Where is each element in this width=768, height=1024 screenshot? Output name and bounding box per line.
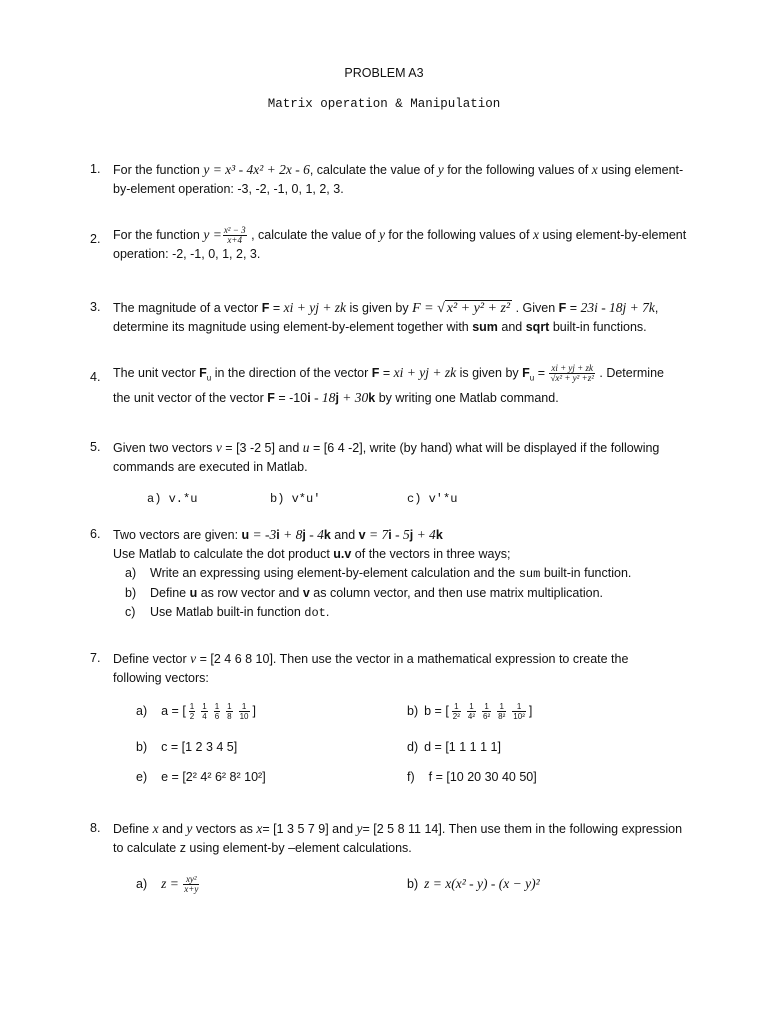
problem-7: [90, 649, 710, 790]
text: determine its magnitude using element-by-element together with: [113, 320, 473, 334]
problem-number: 2.: [90, 232, 101, 246]
text: to calculate z using element-by –element calculations.: [113, 841, 412, 855]
text: is given by: [456, 366, 523, 380]
text: in the direction of the vector: [211, 366, 372, 380]
unit-k: k: [368, 390, 376, 405]
fraction-numerator: 1: [497, 702, 506, 712]
vector-symbol: F: [371, 366, 380, 380]
equation: y = x³ - 4x² + 2x - 6: [203, 162, 310, 177]
fraction-numerator: x² − 3: [223, 225, 246, 236]
problem-2: [90, 225, 710, 264]
option-a: a) v.*u: [147, 492, 198, 506]
problem-1: [90, 160, 710, 199]
variable: v: [190, 651, 197, 666]
sub-label: d): [407, 740, 419, 754]
text: and: [497, 320, 526, 334]
variable: y: [186, 821, 193, 836]
text: , calculate the value of: [247, 228, 379, 242]
fraction-numerator: 1: [239, 702, 250, 712]
sub-label: f): [407, 770, 415, 784]
unit-i: i: [307, 390, 311, 405]
fraction: [239, 702, 250, 721]
expression: z = x(x² - y) - (x − y)²: [424, 876, 540, 891]
problem-number: 3.: [90, 300, 101, 314]
text: operation: -2, -1, 0, 1, 2, 3.: [113, 247, 261, 262]
subscript: u: [206, 373, 212, 383]
text: = -3: [249, 527, 277, 542]
text: Use Matlab to calculate the dot product: [113, 547, 334, 561]
item-c: [136, 738, 237, 757]
item-b: [407, 702, 532, 721]
unit-j: j: [302, 528, 306, 542]
vector-definition: e = [2² 4² 6² 8² 10²]: [161, 770, 266, 784]
expression-b: [407, 874, 540, 894]
variable: x: [532, 227, 539, 242]
sub-label: b): [407, 877, 419, 891]
text: Use Matlab built-in function: [150, 605, 305, 619]
problem-4: [90, 363, 710, 408]
unit-j: j: [409, 528, 414, 542]
vector-definition: c = [1 2 3 4 5]: [161, 740, 238, 754]
fraction: [226, 702, 232, 721]
fraction-denominator: 4²: [467, 712, 476, 722]
fraction-numerator: 1: [452, 702, 461, 712]
text: = 7: [365, 527, 389, 542]
variable: x: [256, 821, 263, 836]
unit-k: k: [323, 528, 331, 542]
expression-row: [90, 874, 710, 904]
text: as row vector and: [197, 586, 303, 600]
variable: y: [378, 227, 385, 242]
item-e: [136, 768, 266, 787]
fraction-denominator: x+y: [184, 884, 199, 895]
text: built-in functions.: [549, 320, 647, 334]
vector-symbol: F: [522, 366, 530, 380]
sub-label: a): [136, 704, 148, 718]
fraction-denominator: 2²: [452, 712, 460, 722]
sub-item-a: [125, 564, 710, 584]
variable: u: [302, 440, 310, 455]
text: , calculate the value of: [309, 163, 438, 177]
fraction-numerator: 1: [189, 702, 195, 712]
text: = [2 5 8 11 14]. Then use them in the following expression: [362, 822, 683, 836]
variable: y: [437, 162, 444, 177]
text: for the following values of: [384, 228, 533, 242]
problem-number: 4.: [90, 370, 101, 384]
sub-item-b: [125, 584, 710, 603]
fraction-denominator: 4: [202, 712, 207, 722]
text: + 4: [413, 527, 436, 542]
problem-number: 1.: [90, 162, 101, 176]
fraction: [497, 702, 506, 721]
expression-a: [136, 874, 200, 894]
fraction-numerator: 1: [512, 702, 526, 712]
text: The magnitude of a vector: [113, 301, 262, 315]
variable: v: [215, 440, 222, 455]
radicand: x² + y² + z²: [446, 301, 511, 316]
text: following vectors:: [113, 671, 209, 685]
page-title: PROBLEM A3: [344, 66, 424, 80]
variable: y: [356, 821, 363, 836]
fraction-denominator: x+4: [227, 235, 242, 246]
text: Define: [150, 586, 190, 600]
fraction: [512, 702, 526, 721]
item-a: [136, 702, 256, 721]
text: using element-by-element: [538, 228, 687, 242]
text: = [1 3 5 7 9] and: [262, 822, 357, 836]
problem-number: 5.: [90, 440, 101, 454]
vector-lhs: b = [: [424, 704, 449, 718]
magnitude-formula: F = √ x² + y² + z²: [412, 301, 511, 316]
fraction: [189, 702, 195, 721]
text: vectors as: [192, 822, 257, 836]
text: + 30: [338, 389, 369, 405]
problem-number: 7.: [90, 651, 101, 665]
vector-symbol: u: [189, 586, 198, 600]
vector-expression: xi + yj + zk: [393, 365, 457, 380]
option-b: b) v*u′: [270, 492, 321, 506]
problem-8: [90, 819, 710, 904]
text: Write an expressing using element-by-element calculation and the: [150, 566, 519, 580]
equation-lhs: y =: [203, 227, 222, 242]
text: Given two vectors: [113, 441, 216, 455]
text: - 18: [310, 389, 336, 405]
sub-label: b): [125, 586, 137, 600]
fraction: [214, 702, 220, 721]
variable: x: [591, 162, 598, 177]
text: is given by: [346, 301, 413, 315]
fraction: [549, 364, 594, 383]
text: . Determine: [595, 366, 664, 380]
text: using element-: [597, 163, 684, 177]
unit-i: i: [276, 528, 280, 542]
text: and: [330, 528, 359, 542]
function-name: sqrt: [525, 320, 550, 334]
text: of the vectors in three ways;: [351, 547, 511, 561]
vector-symbol: F: [558, 301, 567, 315]
option-c: c) v′*u: [407, 492, 458, 506]
fraction-denominator: 8: [227, 712, 232, 722]
problem-3: [90, 298, 710, 337]
vector-lhs: a = [: [161, 704, 186, 718]
fraction: [467, 702, 476, 721]
variable: x: [152, 821, 159, 836]
text: Two vectors are given:: [113, 528, 242, 542]
text: built-in function.: [540, 566, 632, 580]
sub-label: e): [136, 770, 148, 784]
vector-symbol: F: [261, 301, 270, 315]
text: the unit vector of the vector: [113, 390, 268, 405]
vector-row-1: [90, 702, 710, 732]
text: For the function: [113, 163, 204, 177]
fraction: [183, 875, 199, 894]
text: ,: [654, 301, 659, 315]
subscript: u: [529, 373, 535, 383]
formula-lhs: F =: [412, 301, 438, 316]
fraction-denominator: 10: [239, 712, 249, 722]
fraction-numerator: 1: [467, 702, 476, 712]
text: =: [269, 301, 284, 315]
fraction-numerator: xi + yj + zk: [551, 363, 593, 374]
fraction-denominator: 2: [189, 712, 195, 722]
problem-number: 6.: [90, 527, 101, 541]
text: = [3 -2 5] and: [221, 441, 303, 455]
fraction-denominator: 6²: [483, 712, 491, 722]
unit-i: i: [388, 528, 392, 542]
vector-symbol: F: [267, 390, 275, 405]
text: .: [325, 605, 330, 619]
text: =: [379, 366, 394, 380]
text: = [2 4 6 8 10]. Then use the vector in a mathematical expression to create the: [196, 652, 629, 666]
fraction-denominator: 6: [214, 712, 220, 722]
fraction-numerator: 1: [227, 702, 232, 712]
text: =: [566, 301, 581, 315]
sub-list: [125, 564, 710, 623]
fraction-denominator: 10²: [513, 712, 525, 722]
fraction: [201, 702, 207, 721]
problem-number: 8.: [90, 821, 101, 835]
fraction-denominator: √x² + y² +z²: [550, 373, 594, 384]
unit-j: j: [335, 390, 339, 405]
text: For the function: [113, 228, 204, 242]
text: by writing one Matlab command.: [375, 390, 559, 405]
vector-symbol: v: [358, 528, 366, 542]
page-subtitle: Matrix operation & Manipulation: [267, 97, 501, 111]
text: =: [534, 366, 549, 380]
vector-row-3: [90, 768, 710, 790]
text: - 4: [305, 527, 324, 542]
problem-5: [90, 438, 710, 510]
text: = [6 4 -2], write (by hand) what will be displayed if the following: [309, 441, 660, 455]
fraction-numerator: 1: [482, 702, 491, 712]
vector-definition: d = [1 1 1 1 1]: [424, 740, 501, 754]
text: Define: [113, 822, 153, 836]
fraction-list-b: [449, 702, 529, 722]
fraction: [223, 226, 247, 245]
problem-6: [90, 525, 710, 623]
sub-label: c): [125, 605, 136, 619]
command-options: [90, 490, 710, 510]
fraction-numerator: 1: [202, 702, 207, 712]
sub-item-c: [125, 603, 710, 623]
function-name: sum: [472, 320, 498, 334]
text: + 8: [279, 527, 303, 542]
vector-expression: xi + yj + zk: [283, 300, 347, 315]
fraction-numerator: 1: [214, 702, 220, 712]
fraction: [482, 702, 491, 721]
text: The unit vector: [113, 366, 200, 380]
fraction-denominator: 8²: [498, 712, 506, 722]
vector-symbol: F: [199, 366, 207, 380]
text: for the following values of: [443, 163, 592, 177]
fraction-numerator: xy²: [183, 875, 199, 885]
dot-product-symbol: u.v: [333, 547, 352, 561]
given-vector: 23i - 18j + 7k: [580, 300, 655, 315]
function-name: dot: [304, 606, 326, 620]
unit-k: k: [435, 528, 443, 542]
function-name: sum: [518, 567, 541, 581]
text: by-element operation: -3, -2, -1, 0, 1, 2, 3.: [113, 182, 344, 196]
vector-symbol: u: [241, 528, 250, 542]
text: as column vector, and then use matrix multiplication.: [309, 586, 604, 600]
item-d: [407, 738, 501, 757]
sub-label: a): [125, 566, 137, 580]
text: = -10: [274, 390, 308, 405]
vector-row-2: [90, 738, 710, 760]
bracket: ]: [252, 704, 256, 718]
vector-definition: f = [10 20 30 40 50]: [428, 770, 537, 784]
sub-label: b): [136, 740, 148, 754]
text: Define vector: [113, 652, 191, 666]
text: . Given: [512, 301, 559, 315]
sub-label: b): [407, 704, 419, 718]
fraction: [452, 702, 461, 721]
vector-symbol: v: [302, 586, 310, 600]
bracket: ]: [528, 704, 533, 718]
item-f: [407, 768, 537, 787]
text: - 5: [391, 527, 410, 542]
text: commands are executed in Matlab.: [113, 460, 308, 474]
text: and: [158, 822, 187, 836]
sub-label: a): [136, 877, 148, 891]
fraction-list-a: [186, 702, 253, 722]
expression-lhs: z =: [161, 876, 183, 891]
